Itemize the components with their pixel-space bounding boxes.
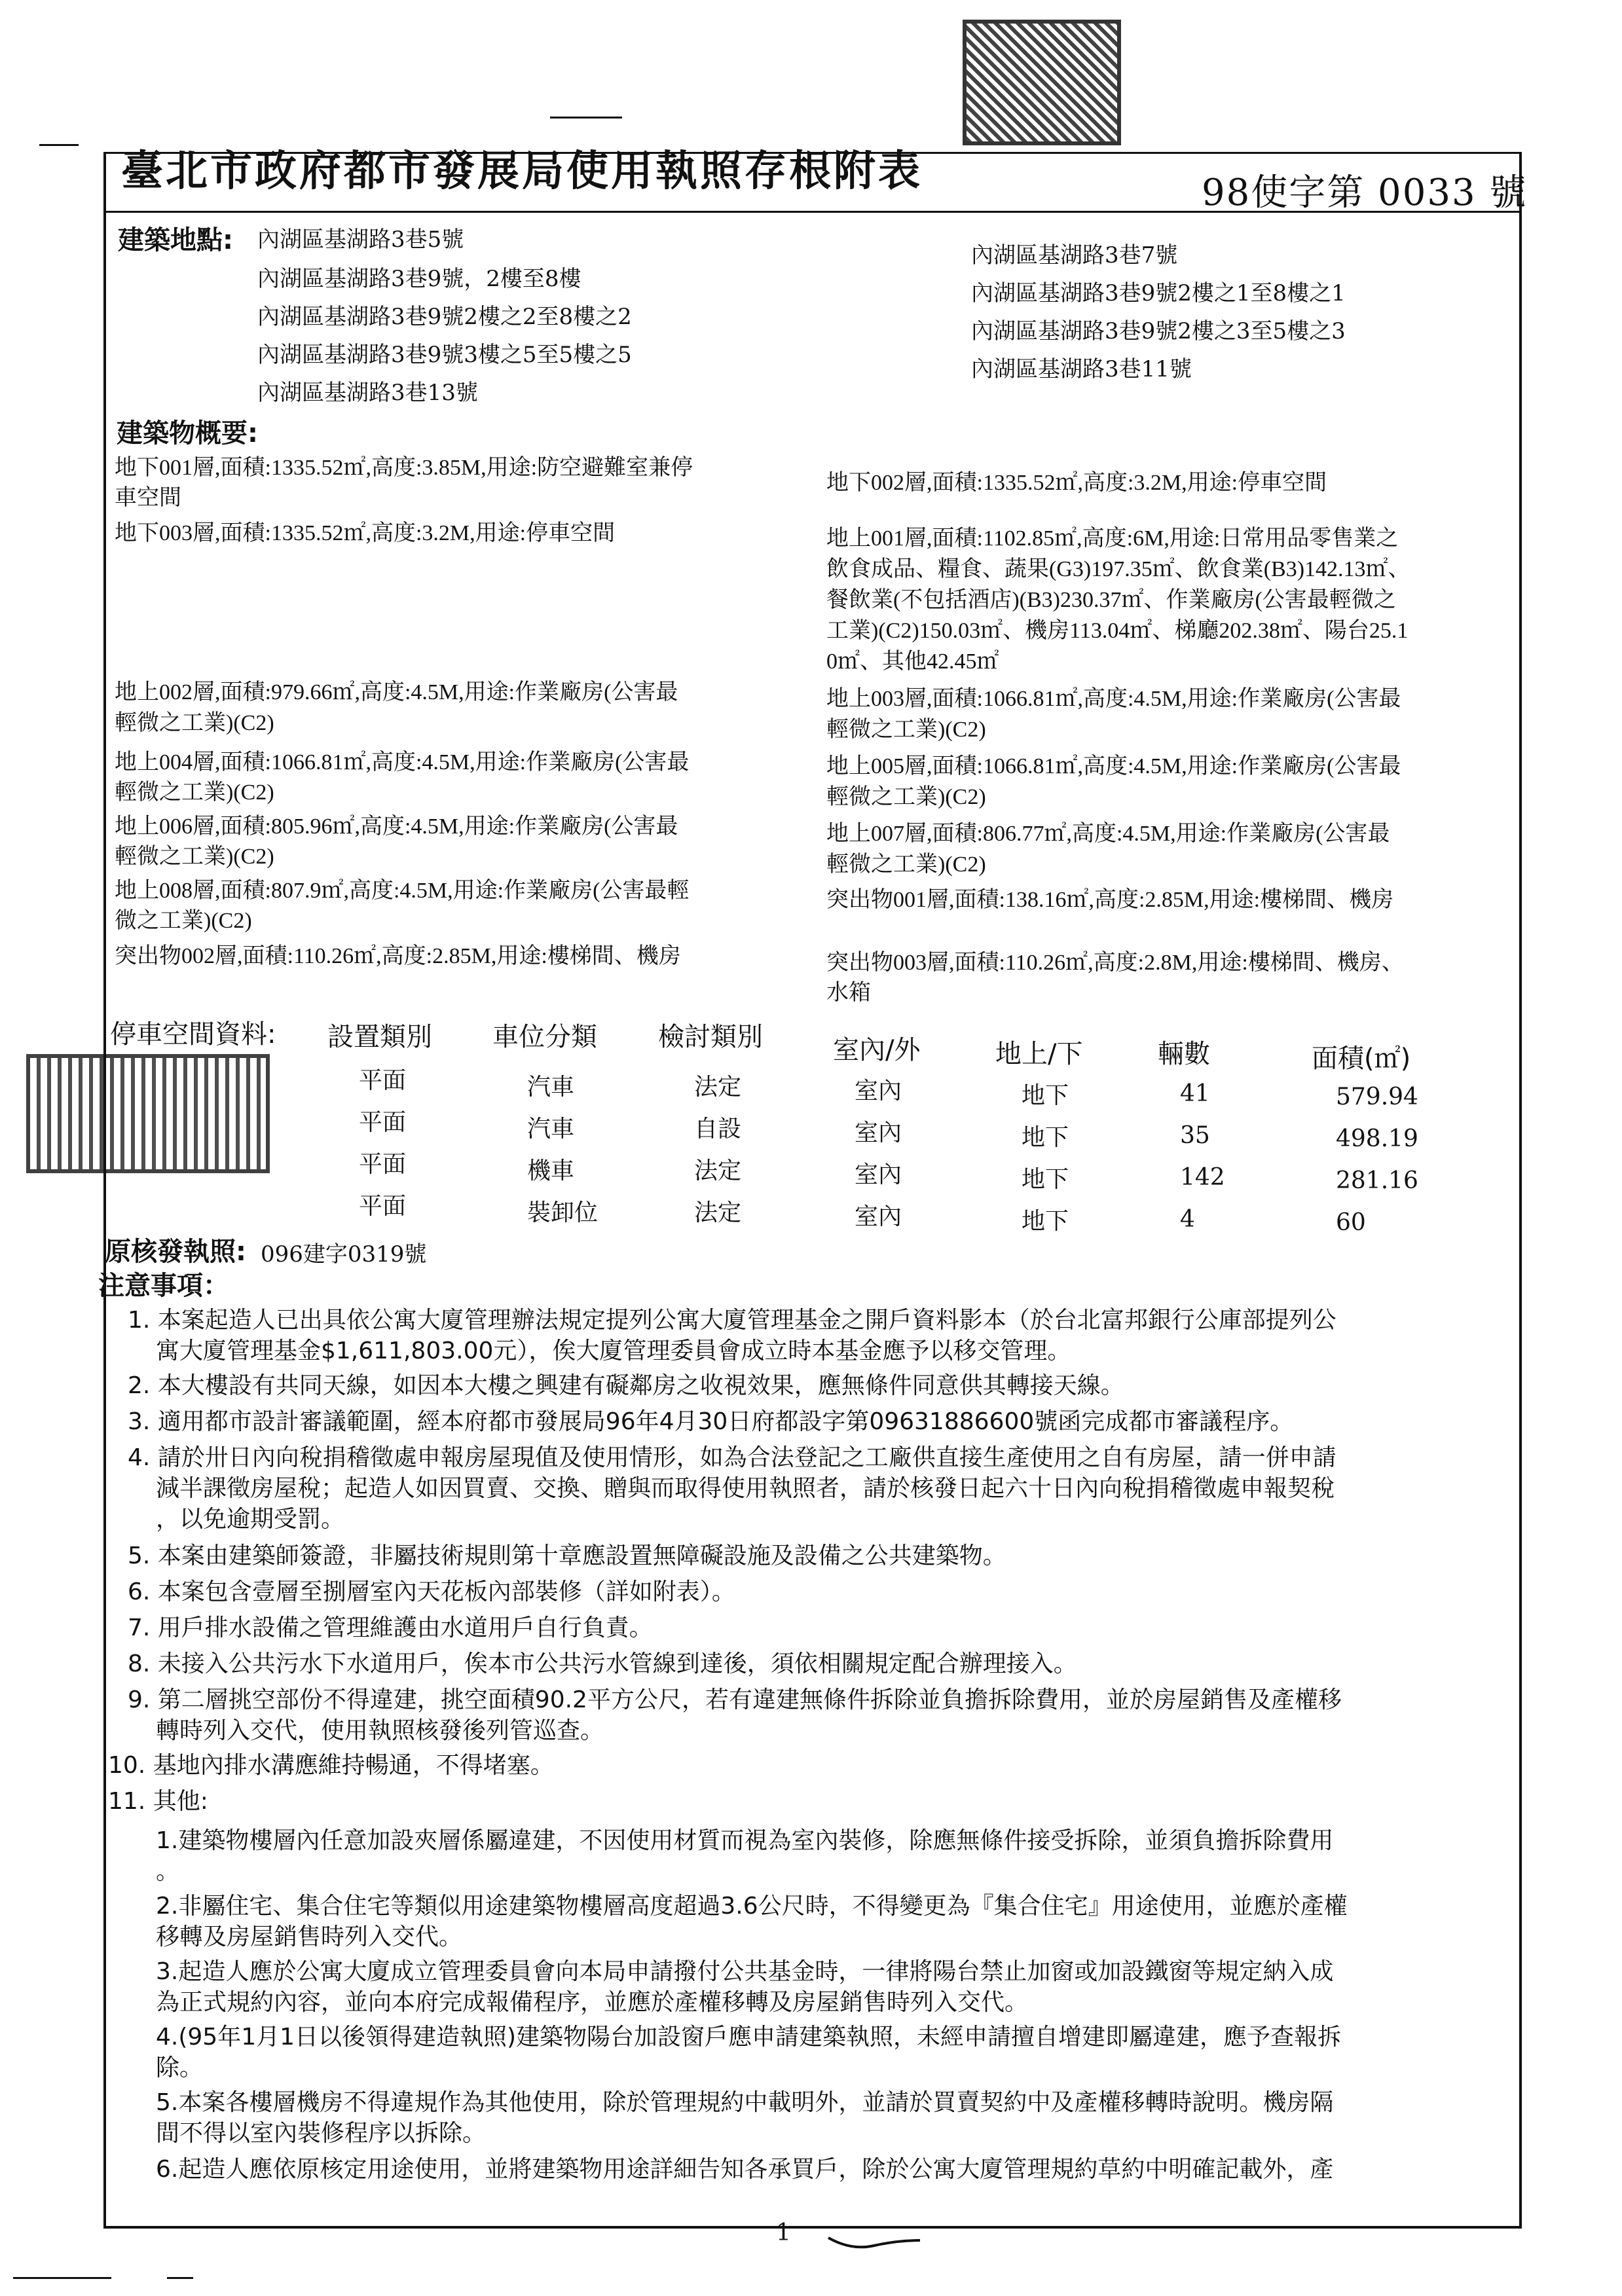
parking-cell: 機車	[527, 1157, 575, 1184]
note-line: 7. 用戶排水設備之管理維護由水道用戶自行負責。	[128, 1614, 653, 1641]
floor-line: 輕微之工業)(C2)	[115, 780, 274, 805]
note-line: 2.非屬住宅、集合住宅等類似用途建築物樓層高度超過3.6公尺時，不得變更為『集合住宅』用途使用，並應於產權	[156, 1893, 1348, 1920]
address-line: 內湖區基湖路3巷9號2樓之1至8樓之1	[971, 280, 1346, 306]
address-line: 內湖區基湖路3巷9號2樓之3至5樓之3	[971, 318, 1346, 344]
parking-cell: 平面	[359, 1193, 407, 1220]
floor-line: 地上003層,面積:1066.81㎡,高度:4.5M,用途:作業廠房(公害最	[826, 687, 1401, 711]
page-squiggle-mark	[825, 2232, 923, 2252]
parking-cell: 地下	[1022, 1124, 1069, 1151]
parking-cell: 281.16	[1336, 1167, 1418, 1194]
floor-line: 地上008層,面積:807.9㎡,高度:4.5M,用途:作業廠房(公害最輕	[115, 879, 690, 903]
note-line: 為正式規約內容，並向本府完成報備程序，並應於產權移轉及房屋銷售時列入交代。	[156, 1989, 1029, 2016]
parking-cell: 4	[1180, 1206, 1195, 1233]
parking-cell: 平面	[359, 1151, 407, 1178]
parking-cell: 室內	[855, 1203, 902, 1230]
floor-line: 地下003層,面積:1335.52㎡,高度:3.2M,用途:停車空間	[115, 521, 616, 545]
original-permit-value: 096建字0319號	[261, 1241, 427, 1267]
floor-line: 輕微之工業)(C2)	[115, 845, 274, 869]
note-line: 。	[156, 1858, 180, 1885]
official-seal-stamp	[963, 20, 1121, 145]
parking-cell: 平面	[359, 1109, 407, 1136]
parking-header: 地上/下	[995, 1039, 1083, 1069]
parking-header: 車位分類	[492, 1022, 597, 1052]
address-line: 內湖區基湖路3巷7號	[971, 242, 1178, 268]
note-line: 間不得以室內裝修程序以拆除。	[156, 2120, 487, 2147]
floor-line: 突出物001層,面積:138.16㎡,高度:2.85M,用途:樓梯間、機房	[826, 888, 1394, 912]
parking-cell: 579.94	[1336, 1084, 1418, 1110]
parking-cell: 地下	[1022, 1082, 1069, 1109]
parking-header: 設置類別	[327, 1022, 432, 1052]
note-line: 寓大廈管理基金$1,611,803.00元），俟大廈管理委員會成立時本基金應予以移交管理。	[156, 1338, 1071, 1364]
parking-cell: 汽車	[527, 1074, 575, 1101]
floor-line: 地下001層,面積:1335.52㎡,高度:3.85M,用途:防空避難室兼停	[115, 456, 693, 480]
floor-line: 餐飲業(不包括酒店)(B3)230.37㎡、作業廠房(公害最輕微之	[826, 588, 1396, 612]
note-line: ，以免逾期受罰。	[156, 1506, 345, 1533]
parking-header: 輛數	[1158, 1039, 1210, 1069]
floor-line: 地下002層,面積:1335.52㎡,高度:3.2M,用途:停車空間	[826, 471, 1327, 495]
parking-cell: 法定	[694, 1157, 742, 1184]
floor-line: 飲食成品、糧食、蔬果(G3)197.35㎡、飲食業(B3)142.13㎡、	[826, 557, 1410, 581]
floor-line: 微之工業)(C2)	[115, 909, 252, 933]
note-line: 轉時列入交代，使用執照核發後列管巡查。	[156, 1717, 604, 1744]
parking-cell: 142	[1180, 1164, 1225, 1191]
floor-line: 輕微之工業)(C2)	[115, 711, 274, 735]
floor-line: 水箱	[826, 981, 871, 1005]
parking-cell: 60	[1336, 1209, 1366, 1236]
parking-cell: 裝卸位	[527, 1199, 599, 1226]
parking-cell: 室內	[855, 1120, 902, 1146]
parking-header: 檢討類別	[658, 1022, 763, 1052]
parking-header: 室內/外	[833, 1035, 921, 1065]
parking-cell: 地下	[1022, 1166, 1069, 1193]
floor-line: 0㎡、其他42.45㎡	[826, 649, 999, 674]
note-line: 11. 其他:	[108, 1788, 208, 1815]
floor-line: 地上007層,面積:806.77㎡,高度:4.5M,用途:作業廠房(公害最	[826, 822, 1390, 846]
address-label: 建築地點:	[118, 225, 233, 255]
note-line: 6. 本案包含壹層至捌層室內天花板內部裝修（詳如附表）。	[128, 1578, 735, 1605]
parking-cell: 498.19	[1336, 1125, 1418, 1152]
floor-line: 地上002層,面積:979.66㎡,高度:4.5M,用途:作業廠房(公害最	[115, 680, 678, 704]
parking-cell: 地下	[1022, 1208, 1069, 1235]
note-line: 3.起造人應於公寓大廈成立管理委員會向本局申請撥付公共基金時，一律將陽台禁止加窗或加設鐵窗等規定納入成	[156, 1958, 1334, 1985]
floor-line: 突出物003層,面積:110.26㎡,高度:2.8M,用途:樓梯間、機房、	[826, 951, 1404, 975]
parking-cell: 平面	[359, 1067, 407, 1094]
note-line: 2. 本大樓設有共同天線，如因本大樓之興建有礙鄰房之收視效果，應無條件同意供其轉接天線。	[128, 1372, 1124, 1399]
floor-line: 突出物002層,面積:110.26㎡,高度:2.85M,用途:樓梯間、機房	[115, 944, 681, 968]
address-line: 內湖區基湖路3巷9號，2樓至8樓	[257, 266, 581, 292]
parking-header: 面積(㎡)	[1312, 1044, 1411, 1074]
address-line: 內湖區基湖路3巷13號	[257, 380, 478, 406]
floor-line: 輕微之工業)(C2)	[826, 718, 986, 742]
floor-line: 輕微之工業)(C2)	[826, 785, 986, 809]
note-line: 1. 本案起造人已出具依公寓大廈管理辦法規定提列公寓大廈管理基金之開戶資料影本（於台北富邦銀行公庫部提列公	[128, 1307, 1336, 1334]
note-line: 減半課徵房屋稅；起造人如因買賣、交換、贈與而取得使用執照者，請於核發日起六十日內向稅捐稽徵處申報契稅	[156, 1475, 1335, 1502]
note-line: 1.建築物樓層內任意加設夾層係屬違建，不因使用材質而視為室內裝修，除應無條件接受拆除，並須負擔拆除費用	[156, 1827, 1334, 1854]
parking-cell: 法定	[694, 1074, 742, 1101]
margin-mark	[550, 117, 622, 118]
permit-number: 98使字第 0033 號	[1202, 172, 1528, 214]
note-line: 5.本案各樓層機房不得違規作為其他使用，除於管理規約中載明外，並請於買賣契約中及產權移轉時說明。機房隔	[156, 2089, 1334, 2116]
note-line: 9. 第二層挑空部份不得違建，挑空面積90.2平方公尺，若有違建無條件拆除並負擔拆除費用，並於房屋銷售及產權移	[128, 1686, 1342, 1713]
parking-label: 停車空間資料:	[110, 1019, 276, 1049]
notes-label: 注意事項：	[98, 1271, 229, 1301]
note-line: 10. 基地內排水溝應維持暢通，不得堵塞。	[108, 1752, 554, 1779]
address-line: 內湖區基湖路3巷5號	[257, 227, 464, 253]
building-summary-label: 建築物概要:	[117, 418, 258, 448]
floor-line: 地上006層,面積:805.96㎡,高度:4.5M,用途:作業廠房(公害最	[115, 814, 678, 839]
address-line: 內湖區基湖路3巷11號	[971, 356, 1192, 382]
floor-line: 車空間	[115, 486, 181, 510]
margin-mark	[167, 2277, 193, 2279]
note-line: 6.起造人應依原核定用途使用，並將建築物用途詳細告知各承買戶，除於公寓大廈管理規約草約中明確記載外，產	[156, 2156, 1334, 2183]
parking-cell: 法定	[694, 1199, 742, 1226]
parking-cell: 35	[1180, 1122, 1210, 1149]
address-line: 內湖區基湖路3巷9號2樓之2至8樓之2	[257, 304, 632, 330]
parking-cell: 自設	[694, 1116, 742, 1142]
address-line: 內湖區基湖路3巷9號3樓之5至5樓之5	[257, 342, 632, 368]
floor-line: 工業)(C2)150.03㎡、機房113.04㎡、梯廳202.38㎡、陽台25.1	[826, 619, 1409, 643]
note-line: 除。	[156, 2054, 204, 2081]
floor-line: 輕微之工業)(C2)	[826, 852, 986, 877]
note-line: 3. 適用都市設計審議範圍，經本府都市發展局96年4月30日府都設字第09631886600號函完成都市審議程序。	[128, 1408, 1294, 1435]
document-title: 臺北市政府都市發展局使用執照存根附表	[121, 147, 923, 196]
note-line: 4.(95年1月1日以後領得建造執照)建築物陽台加設窗戶應申請建築執照，未經申請擅自增建即屬違建，應予查報拆	[156, 2024, 1342, 2050]
original-permit-label: 原核發執照:	[105, 1237, 246, 1267]
parking-cell: 41	[1180, 1080, 1210, 1107]
note-line: 移轉及房屋銷售時列入交代。	[156, 1923, 463, 1950]
floor-line: 地上004層,面積:1066.81㎡,高度:4.5M,用途:作業廠房(公害最	[115, 750, 690, 774]
note-line: 4. 請於卅日內向稅捐稽徵處申報房屋現值及使用情形，如為合法登記之工廠供直接生產使用之自有房屋，請一併申請	[128, 1444, 1336, 1471]
floor-line: 地上005層,面積:1066.81㎡,高度:4.5M,用途:作業廠房(公害最	[826, 754, 1401, 778]
parking-cell: 汽車	[527, 1116, 575, 1142]
margin-mark	[13, 2277, 111, 2279]
floor-line: 地上001層,面積:1102.85㎡,高度:6M,用途:日常用品零售業之	[826, 526, 1399, 551]
note-line: 8. 未接入公共污水下水道用戶，俟本市公共污水管線到達後，須依相關規定配合辦理接入。	[128, 1650, 1077, 1677]
parking-cell: 室內	[855, 1078, 902, 1104]
note-line: 5. 本案由建築師簽證，非屬技術規則第十章應設置無障礙設施及設備之公共建築物。	[128, 1542, 1006, 1569]
margin-mark	[39, 144, 79, 146]
page-number: 1	[776, 2219, 791, 2246]
parking-cell: 室內	[855, 1161, 902, 1188]
